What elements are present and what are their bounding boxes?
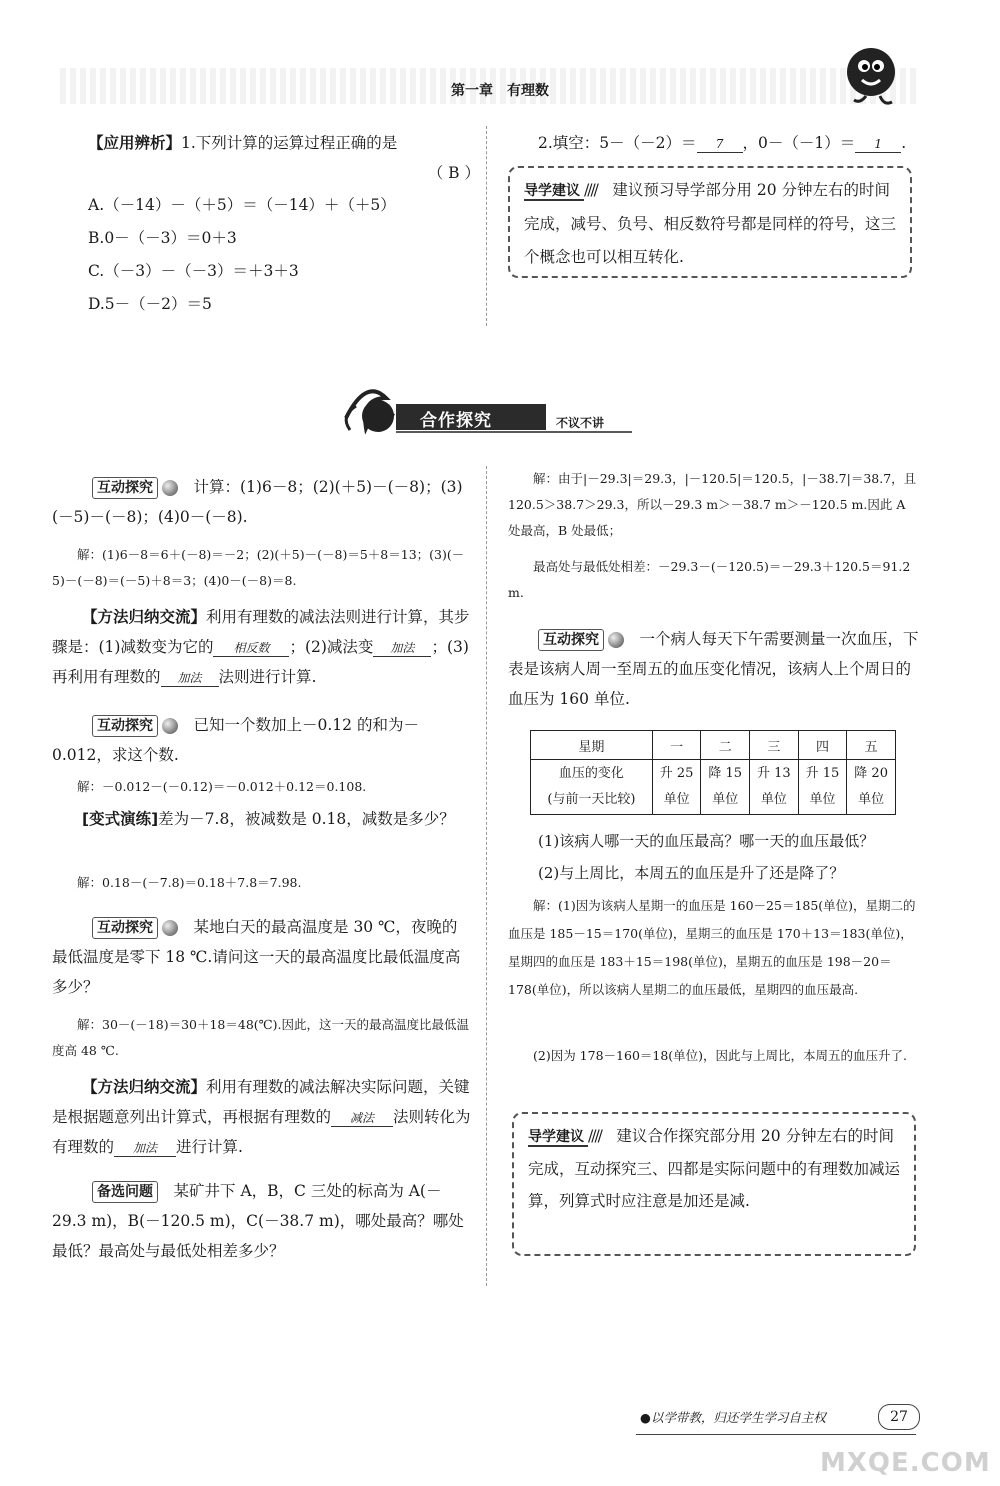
method-1-text-c: ；(3)再利用有理数的 — [52, 638, 469, 686]
row-label-2: (与前一天比较) — [547, 792, 636, 807]
explore-2-solution: 解：－0.012－(－0.12)＝－0.012＋0.12＝0.108. — [77, 779, 367, 794]
method-1-text-b: ；(2)减法变 — [289, 638, 374, 656]
column-divider-top — [486, 126, 487, 326]
method-2-blank-2: 加法 — [114, 1140, 176, 1157]
q2-blank-2: 1 — [855, 136, 901, 153]
guide-1-text: 建议预习导学部分用 20 分钟左右的时间完成，减号、负号、相反数符号都是同样的符号，这三个概念也可以相互转化. — [524, 181, 897, 266]
unit-label: 单位 — [858, 792, 885, 807]
explore-3-label: 互动探究 — [92, 917, 158, 939]
explore-2-text: 已知一个数加上－0.12 的和为－0.012，求这个数. — [52, 716, 419, 764]
method-1-text-d: 法则进行计算. — [218, 668, 317, 686]
apply-option-a: A.（－14）－（＋5）＝（－14）＋（＋5） — [88, 196, 396, 214]
guide-2-label: 导学建议 — [528, 1129, 588, 1147]
change-value: 升 15 — [805, 766, 840, 781]
q2-prefix: 2.填空：5－（－2）＝ — [538, 134, 697, 152]
change-value: 降 15 — [708, 766, 743, 781]
backup-tag — [92, 1181, 158, 1203]
method-2-text-b: 法则转化为有理数的 — [52, 1108, 471, 1156]
backup-label: 备选问题 — [92, 1181, 158, 1203]
apply-q1-answer: （ B ） — [427, 164, 480, 182]
explore-4-text: 一个病人每天下午需要测量一次血压，下表是该病人周一至周五的血压变化情况，该病人上个周日的血压为 160 单位. — [508, 630, 919, 708]
backup-text: 某矿井下 A，B，C 三处的标高为 A(－29.3 m)，B(－120.5 m)，C(－38.7 m)，哪处最高？哪处最低？最高处与最低处相差多少？ — [52, 1182, 464, 1260]
banner-title: 合作探究 — [420, 411, 492, 431]
footer-slogan-text: 以学带教，归还学生学习自主权 — [650, 1410, 826, 1425]
ball-icon — [608, 632, 624, 648]
ball-icon — [162, 718, 178, 734]
apply-option-c: C.（－3）－（－3）＝＋3＋3 — [88, 262, 299, 280]
unit-label: 单位 — [760, 792, 787, 807]
guide-1-label: 导学建议 — [524, 183, 584, 201]
explore-3-text: 某地白天的最高温度是 30 ℃，夜晚的最低温度是零下 18 ℃.请问这一天的最高温度比最低温度高多少？ — [52, 918, 461, 996]
guide-2-content — [528, 1120, 900, 1217]
page-number: 27 — [878, 1404, 920, 1430]
footer-rule — [636, 1434, 916, 1435]
table-row-label — [531, 760, 653, 815]
change-value: 升 25 — [659, 766, 694, 781]
apply-label: 【应用辨析】 — [88, 134, 182, 152]
banner-subtitle: 不议不讲 — [556, 416, 605, 430]
explore-1-text: 计算：(1)6－8；(2)(＋5)－(－8)；(3)(－5)－(－8)；(4)0－(－8). — [52, 478, 463, 526]
table-header-label: 星期 — [531, 731, 653, 760]
table-cell — [652, 760, 701, 815]
method-2-blank-1: 减法 — [331, 1110, 393, 1127]
explore-3-question — [52, 912, 472, 1002]
variant-label: [变式演练] — [82, 810, 159, 828]
table-header-row — [531, 731, 896, 760]
blood-pressure-table — [530, 730, 896, 815]
table-cell — [701, 760, 750, 815]
guide-1-content — [524, 174, 896, 274]
method-2-text-a: 利用有理数的减法解决实际问题，关键是根据题意列出计算式，再根据有理数的 — [52, 1078, 470, 1126]
guide-2-text: 建议合作探究部分用 20 分钟左右的时间完成，互动探究三、四都是实际问题中的有理数加减运算，列算式时应注意是加还是减. — [528, 1127, 901, 1210]
backup-solution-1: 解：由于|－29.3|＝29.3，|－120.5|＝120.5，|－38.7|＝38.7，且 120.5＞38.7＞29.3，所以－29.3 m＞－38.7 m＞－120.5 m.因此 A 处最高，B 处最低； — [508, 471, 917, 538]
column-divider-main — [486, 466, 487, 1286]
table-day: 一 — [652, 731, 701, 760]
apply-question-1 — [88, 128, 478, 158]
unit-label: 单位 — [663, 792, 690, 807]
method-1-blank-2: 加法 — [373, 640, 431, 657]
method-2-label: 【方法归纳交流】 — [82, 1078, 207, 1096]
ball-icon — [162, 920, 178, 936]
backup-solution-2: 最高处与最低处相差：－29.3－(－120.5)＝－29.3＋120.5＝91.2 m. — [508, 559, 911, 600]
method-1-label: 【方法归纳交流】 — [82, 608, 207, 626]
table-cell — [798, 760, 847, 815]
explore-4-solution-2: (2)因为 178－160＝18(单位)，因此与上周比，本周五的血压升了. — [533, 1048, 908, 1063]
apply-option-d: D.5－（－2）＝5 — [88, 295, 212, 313]
apply-question-2 — [538, 128, 918, 158]
q2-suffix: . — [901, 134, 907, 152]
ball-icon — [162, 480, 178, 496]
variant-question — [52, 804, 472, 834]
explore-4-question — [508, 624, 920, 714]
method-2 — [52, 1072, 472, 1162]
table-cell — [750, 760, 799, 815]
watermark: MXQE.COM — [820, 1448, 991, 1478]
explore-1-label: 互动探究 — [92, 477, 158, 499]
apply-q1-text: 1.下列计算的运算过程正确的是 — [181, 134, 398, 152]
row-label-1: 血压的变化 — [558, 766, 624, 781]
backup-question — [52, 1176, 472, 1266]
apply-option-b: B.0－（－3）＝0＋3 — [88, 229, 237, 247]
method-1-text-a: 利用有理数的减法法则进行计算，其步骤是：(1)减数变为它的 — [52, 608, 470, 656]
q2-blank-1: 7 — [697, 136, 743, 153]
table-day: 四 — [798, 731, 847, 760]
chapter-title: 第一章 有理数 — [451, 83, 549, 99]
method-1-blank-3: 加法 — [161, 670, 219, 687]
unit-label: 单位 — [712, 792, 739, 807]
table-day: 三 — [750, 731, 799, 760]
method-2-text-c: 进行计算. — [176, 1138, 243, 1156]
explore-4-tag — [538, 629, 624, 651]
change-value: 降 20 — [854, 766, 888, 781]
explore-1-tag — [92, 477, 178, 499]
unit-label: 单位 — [809, 792, 836, 807]
method-1 — [52, 602, 472, 692]
explore-1-solution: 解：(1)6－8＝6＋(－8)＝－2；(2)(＋5)－(－8)＝5＋8＝13；(3)(－5)－(－8)＝(－5)＋8＝3；(4)0－(－8)＝8. — [52, 547, 465, 588]
explore-3-solution: 解：30－(－18)＝30＋18＝48(℃).因此，这一天的最高温度比最低温度高 48 ℃. — [52, 1017, 469, 1058]
explore-4-label: 互动探究 — [538, 629, 604, 651]
bullet-dot-icon: ● — [640, 1410, 651, 1425]
explore-3-tag — [92, 917, 178, 939]
variant-text: 差为－7.8，被减数是 0.18，减数是多少？ — [158, 810, 455, 828]
slash-decoration-icon: //// — [584, 181, 597, 199]
explore-4-sub-1: (1)该病人哪一天的血压最高？哪一天的血压最低？ — [538, 832, 875, 850]
table-row — [531, 760, 896, 815]
explore-2-question — [52, 710, 472, 770]
slash-decoration-icon: //// — [588, 1127, 601, 1145]
q2-mid: ，0－（－1）＝ — [742, 134, 856, 152]
variant-solution: 解：0.18－(－7.8)＝0.18＋7.8＝7.98. — [77, 875, 302, 890]
table-day: 五 — [847, 731, 896, 760]
explore-4-sub-2: (2)与上周比，本周五的血压是升了还是降了？ — [538, 864, 845, 882]
change-value: 升 13 — [757, 766, 791, 781]
table-cell — [847, 760, 896, 815]
footer-slogan — [640, 1408, 826, 1426]
explore-2-tag — [92, 715, 178, 737]
explore-1-question — [52, 472, 472, 532]
explore-2-label: 互动探究 — [92, 715, 158, 737]
explore-4-solution-1: 解：(1)因为该病人星期一的血压是 160－25＝185(单位)，星期二的血压是 185－15＝170(单位)，星期三的血压是 170＋13＝183(单位)，星期四的血压是 183＋15＝198(单位)，星期五的血压是 198－20＝178(单位)，所以该病人星期二的血压最低，星期四的血压最高. — [508, 898, 916, 997]
method-1-blank-1: 相反数 — [213, 640, 289, 657]
table-day: 二 — [701, 731, 750, 760]
mascot-icon — [836, 40, 906, 110]
